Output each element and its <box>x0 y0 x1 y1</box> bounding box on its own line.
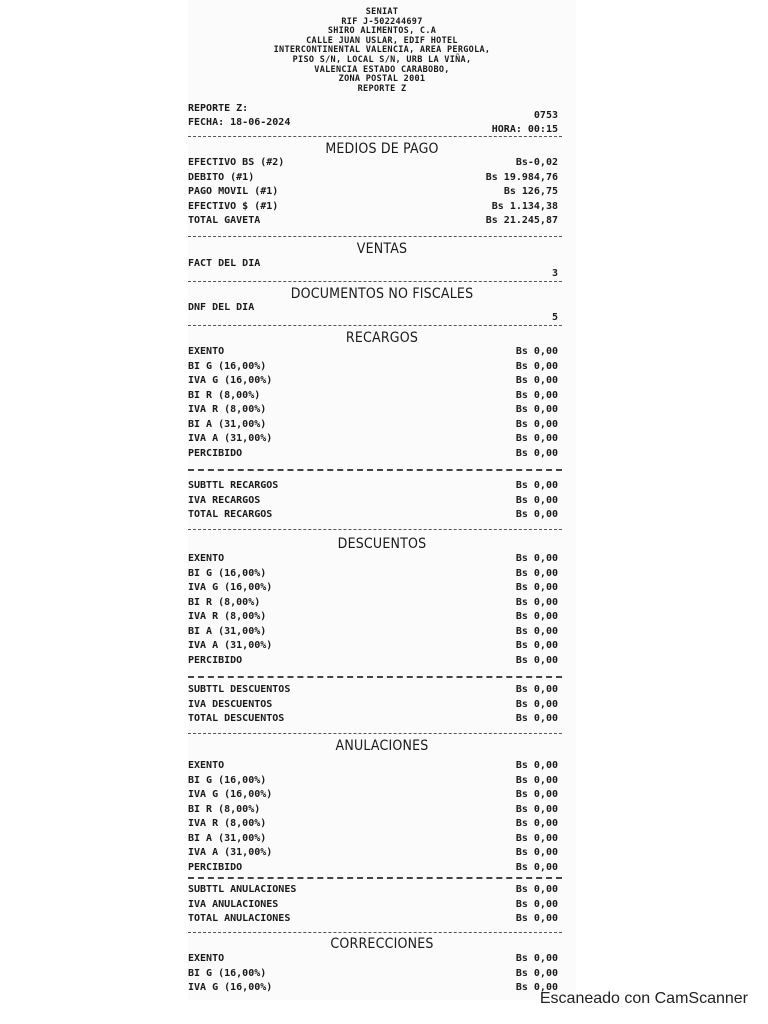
row-value: Bs 0,00 <box>515 774 558 786</box>
row-label: IVA R (8,00%) <box>188 611 267 622</box>
row-label: DNF DEL DIA <box>188 302 255 313</box>
row-value: Bs 0,00 <box>515 625 558 637</box>
list-item <box>188 899 576 914</box>
row-label: BI A (31,00%) <box>188 625 267 637</box>
row-label: TOTAL ANULACIONES <box>188 913 291 924</box>
header-line: SENIAT <box>365 7 399 17</box>
list-item <box>188 847 576 862</box>
row-value: 5 <box>551 312 558 323</box>
row-value: Bs 0,00 <box>515 847 558 858</box>
descuentos-totals <box>188 684 576 728</box>
row-value: Bs 0,00 <box>515 684 558 695</box>
row-value: Bs 126,75 <box>503 186 558 197</box>
row-value: Bs 0,00 <box>515 713 558 724</box>
row-label: PERCIBIDO <box>188 654 243 666</box>
row-label: IVA G (16,00%) <box>188 582 273 593</box>
row-label: FACT DEL DIA <box>188 258 261 269</box>
list-item <box>188 804 576 819</box>
receipt-paper <box>188 0 576 1000</box>
correcciones-list <box>188 953 576 997</box>
list-item <box>188 495 576 510</box>
reporte-number: 0753 <box>533 110 558 121</box>
row-label: PAGO MOVIL (#1) <box>188 186 279 197</box>
row-value: Bs 0,00 <box>515 433 558 444</box>
row-label: BI R (8,00%) <box>188 803 261 815</box>
row-value: Bs 19.984,76 <box>485 171 558 183</box>
header-line: PISO S/N, LOCAL S/N, URB LA VIÑA, <box>292 54 472 65</box>
row-label: BI A (31,00%) <box>188 418 267 430</box>
row-value: Bs 0,00 <box>515 611 558 622</box>
list-item <box>188 626 576 641</box>
row-value: Bs 0,00 <box>515 789 558 800</box>
row-label: EXENTO <box>188 760 225 771</box>
divider <box>188 325 562 326</box>
list-item <box>188 390 576 405</box>
row-value: Bs 0,00 <box>515 698 558 710</box>
header-line: CALLE JUAN USLAR, EDIF HOTEL <box>306 35 458 46</box>
divider <box>188 877 562 879</box>
row-label: BI R (8,00%) <box>188 389 261 401</box>
list-item <box>188 375 576 390</box>
list-item <box>188 582 576 597</box>
row-label: SUBTTL RECARGOS <box>188 480 279 491</box>
section-title-recargos: RECARGOS <box>345 330 419 346</box>
divider <box>188 469 562 471</box>
row-value: Bs 0,00 <box>515 494 558 506</box>
divider <box>188 529 562 530</box>
list-item <box>188 713 576 728</box>
list-item <box>188 611 576 626</box>
descuentos-list <box>188 553 576 669</box>
row-value: Bs 0,00 <box>515 982 558 993</box>
list-item <box>188 982 576 997</box>
row-value: Bs 0,00 <box>515 418 558 430</box>
section-title-medios-de-pago: MEDIOS DE PAGO <box>325 141 439 157</box>
row-value: Bs 0,00 <box>515 832 558 844</box>
row-label: BI A (31,00%) <box>188 832 267 844</box>
row-label: EFECTIVO $ (#1) <box>188 200 279 212</box>
reporte-label: REPORTE Z: <box>188 103 249 114</box>
list-item <box>188 913 576 928</box>
list-item <box>188 172 576 187</box>
row-value: Bs 0,00 <box>515 953 558 964</box>
row-value: Bs 0,00 <box>515 447 558 459</box>
anulaciones-list <box>188 760 576 876</box>
row-label: BI G (16,00%) <box>188 774 267 786</box>
section-title-documentos-no-fiscales: DOCUMENTOS NO FISCALES <box>290 286 474 302</box>
hora: HORA: 00:15 <box>491 124 558 135</box>
row-label: TOTAL GAVETA <box>188 215 261 226</box>
list-item <box>188 775 576 790</box>
row-label: IVA G (16,00%) <box>188 789 273 800</box>
list-item <box>188 448 576 463</box>
list-item <box>188 553 576 568</box>
row-label: IVA A (31,00%) <box>188 640 273 651</box>
divider <box>188 733 562 734</box>
row-value: Bs 0,00 <box>515 818 558 829</box>
header-line: ZONA POSTAL 2001 <box>338 74 426 85</box>
divider <box>188 932 562 933</box>
list-item <box>188 215 576 230</box>
list-item <box>188 433 576 448</box>
section-title-ventas: VENTAS <box>356 241 408 257</box>
row-value: Bs 0,00 <box>515 654 558 666</box>
row-value: Bs 0,00 <box>515 596 558 608</box>
list-item <box>188 597 576 612</box>
row-label: EXENTO <box>188 953 225 964</box>
row-value: 3 <box>551 268 558 279</box>
list-item <box>188 760 576 775</box>
list-item <box>188 684 576 699</box>
section-title-correcciones: CORRECCIONES <box>330 936 434 952</box>
row-label: PERCIBIDO <box>188 447 243 459</box>
recargos-list <box>188 346 576 462</box>
row-value: Bs 0,00 <box>515 567 558 579</box>
row-label: IVA G (16,00%) <box>188 375 273 386</box>
row-value: Bs 21.245,87 <box>485 215 558 226</box>
row-label: IVA R (8,00%) <box>188 818 267 829</box>
row-value: Bs 0,00 <box>515 861 558 873</box>
divider <box>188 281 562 282</box>
dnf-row <box>188 302 576 326</box>
fecha: FECHA: 18-06-2024 <box>188 117 291 128</box>
row-value: Bs 1.134,38 <box>491 200 558 212</box>
row-value: Bs 0,00 <box>515 967 558 979</box>
list-item <box>188 789 576 804</box>
row-label: IVA ANULACIONES <box>188 898 279 910</box>
section-title-anulaciones: ANULACIONES <box>335 738 429 754</box>
list-item <box>188 419 576 434</box>
row-label: BI G (16,00%) <box>188 567 267 579</box>
row-label: EXENTO <box>188 553 225 564</box>
header-line: INTERCONTINENTAL VALENCIA, AREA PERGOLA, <box>273 45 491 56</box>
row-label: IVA R (8,00%) <box>188 404 267 415</box>
divider <box>188 136 562 137</box>
list-item <box>188 699 576 714</box>
header-line: SHIRO ALIMENTOS, C.A <box>327 26 437 37</box>
row-label: PERCIBIDO <box>188 861 243 873</box>
list-item <box>188 509 576 524</box>
header-line: RIF J-502244697 <box>341 16 423 27</box>
row-value: Bs 0,00 <box>515 480 558 491</box>
row-value: Bs 0,00 <box>515 582 558 593</box>
recargos-totals <box>188 480 576 524</box>
row-label: EXENTO <box>188 346 225 357</box>
list-item <box>188 640 576 655</box>
row-value: Bs 0,00 <box>515 884 558 895</box>
row-value: Bs 0,00 <box>515 346 558 357</box>
row-label: TOTAL RECARGOS <box>188 509 273 520</box>
list-item <box>188 862 576 877</box>
row-label: SUBTTL ANULACIONES <box>188 884 297 895</box>
row-value: Bs 0,00 <box>515 553 558 564</box>
row-value: Bs 0,00 <box>515 760 558 771</box>
row-label: IVA DESCUENTOS <box>188 698 273 710</box>
ventas-row <box>188 258 576 282</box>
row-label: IVA A (31,00%) <box>188 847 273 858</box>
header-line: REPORTE Z <box>357 83 407 94</box>
row-value: Bs 0,00 <box>515 803 558 815</box>
list-item <box>188 833 576 848</box>
list-item <box>188 968 576 983</box>
row-label: DEBITO (#1) <box>188 171 255 183</box>
row-value: Bs 0,00 <box>515 360 558 372</box>
row-value: Bs 0,00 <box>515 509 558 520</box>
row-value: Bs 0,00 <box>515 898 558 910</box>
list-item <box>188 186 576 201</box>
row-value: Bs 0,00 <box>515 389 558 401</box>
row-label: EFECTIVO BS (#2) <box>188 157 285 168</box>
medios-de-pago-list <box>188 157 576 230</box>
list-item <box>188 201 576 216</box>
list-item <box>188 655 576 670</box>
camscanner-watermark: Escaneado con CamScanner <box>539 990 748 1007</box>
list-item <box>188 480 576 495</box>
list-item <box>188 884 576 899</box>
section-title-descuentos: DESCUENTOS <box>337 536 427 552</box>
list-item <box>188 568 576 583</box>
row-value: Bs 0,00 <box>515 404 558 415</box>
row-label: BI G (16,00%) <box>188 967 267 979</box>
header-line: VALENCIA ESTADO CARABOBO, <box>314 64 450 75</box>
row-value: Bs 0,00 <box>515 375 558 386</box>
row-label: IVA G (16,00%) <box>188 982 273 993</box>
row-label: SUBTTL DESCUENTOS <box>188 684 291 695</box>
list-item <box>188 157 576 172</box>
row-value: Bs 0,00 <box>515 913 558 924</box>
row-label: TOTAL DESCUENTOS <box>188 713 285 724</box>
row-value: Bs 0,00 <box>515 640 558 651</box>
row-label: BI R (8,00%) <box>188 596 261 608</box>
list-item <box>188 361 576 376</box>
list-item <box>188 818 576 833</box>
list-item <box>188 404 576 419</box>
list-item <box>188 953 576 968</box>
receipt-header <box>188 8 576 94</box>
row-value: Bs-0,02 <box>515 157 558 168</box>
row-label: BI G (16,00%) <box>188 360 267 372</box>
row-label: IVA A (31,00%) <box>188 433 273 444</box>
anulaciones-totals <box>188 884 576 928</box>
divider <box>188 236 562 237</box>
row-label: IVA RECARGOS <box>188 494 261 506</box>
divider <box>188 676 562 678</box>
list-item <box>188 346 576 361</box>
